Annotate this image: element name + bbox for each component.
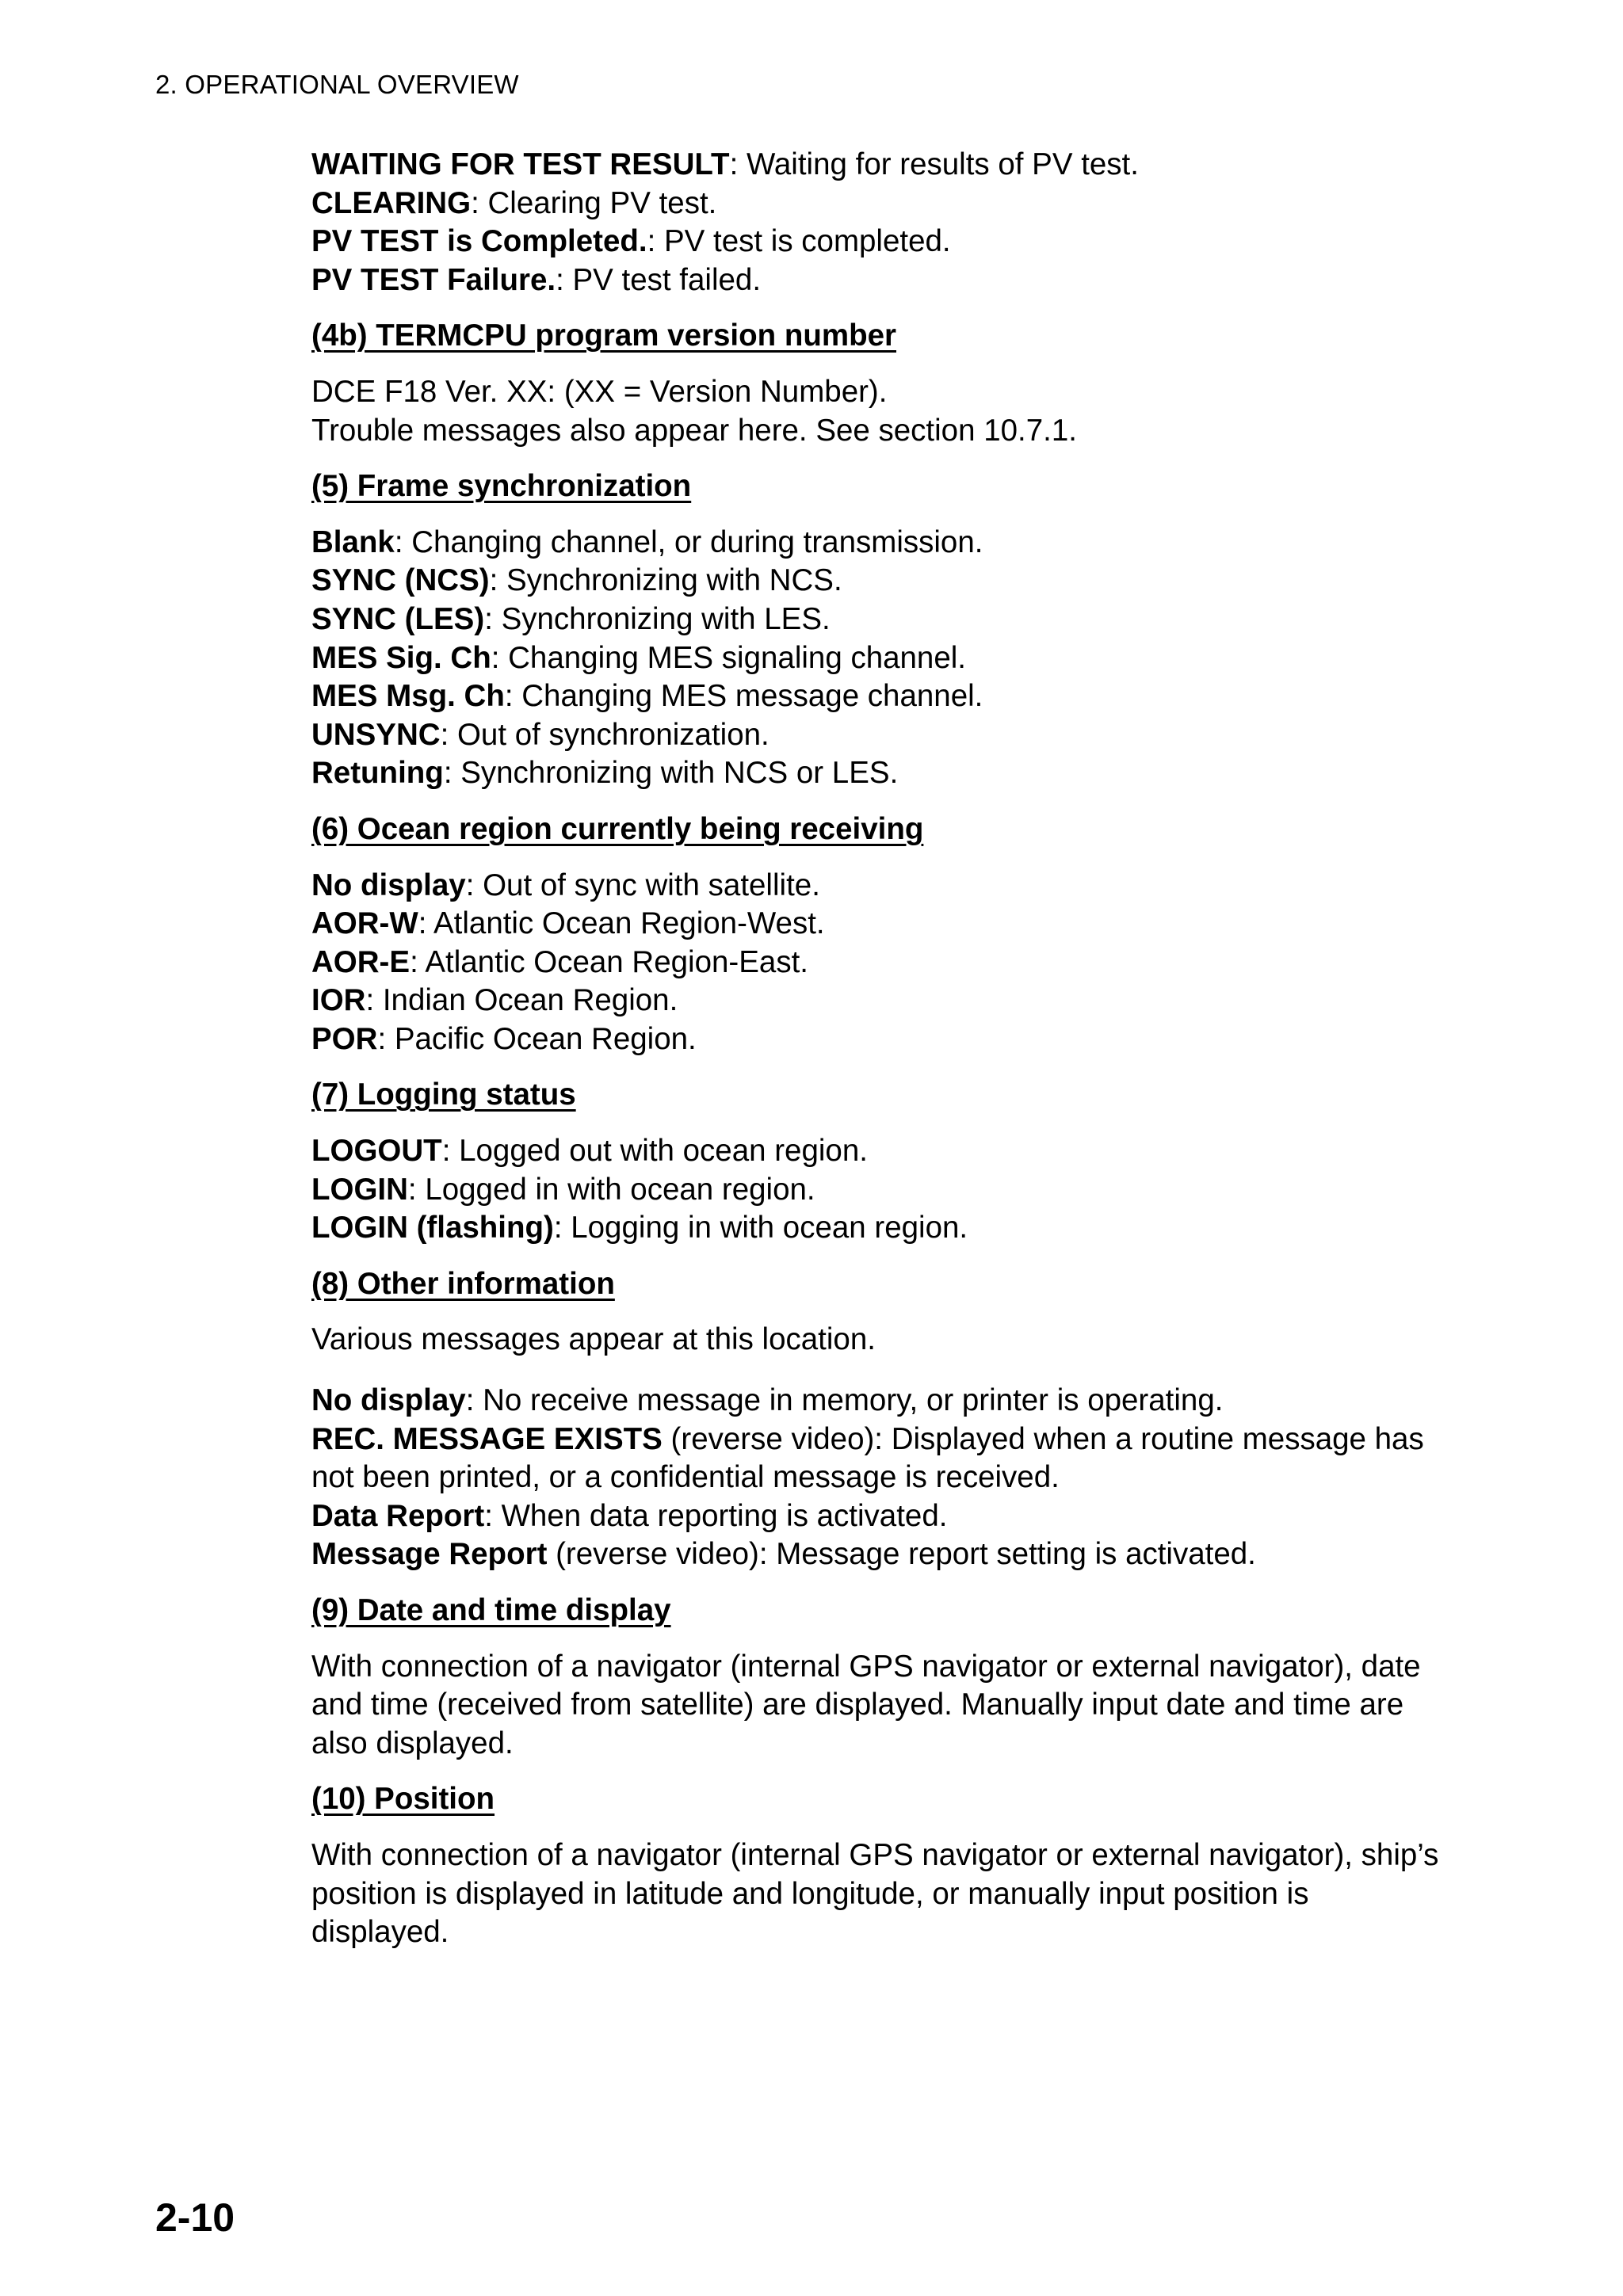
term: CLEARING (311, 185, 472, 220)
other-info-list (311, 1382, 1453, 1574)
term: Data Report (311, 1498, 485, 1533)
term: LOGIN (flashing) (311, 1211, 554, 1245)
term: SYNC (LES) (311, 601, 485, 636)
description: : Indian Ocean Region. (365, 983, 678, 1018)
term: No display (311, 1383, 466, 1418)
description: : Pacific Ocean Region. (377, 1021, 697, 1056)
term: Retuning (311, 756, 444, 791)
description: : Logged out with ocean region. (441, 1134, 868, 1169)
list-item (311, 754, 1453, 793)
list-item (311, 639, 1453, 678)
term: REC. MESSAGE EXISTS (311, 1421, 663, 1456)
term: MES Msg. Ch (311, 679, 505, 714)
description: : Changing MES signaling channel. (491, 640, 967, 675)
term: AOR-E (311, 944, 411, 979)
description: : PV test failed. (556, 262, 762, 297)
section-heading-6: (6) Ocean region currently being receiving (311, 811, 924, 846)
position-paragraph: With connection of a navigator (internal GPS navigator or external navigator), ship’s position is displayed in latitude and longitude, or manually input position is displayed. (311, 1837, 1439, 1950)
list-item (311, 944, 1453, 982)
term: SYNC (NCS) (311, 563, 490, 598)
description: (reverse video): Displayed when a routine message has not been printed, or a confidential message is received. (311, 1421, 1424, 1495)
list-item (311, 223, 1453, 261)
list-item (311, 1209, 1453, 1248)
section-heading-10: (10) Position (311, 1782, 495, 1817)
list-item (311, 1497, 1453, 1536)
pv-test-status-list (311, 146, 1453, 299)
term: Blank (311, 524, 395, 559)
list-item (311, 1382, 1453, 1421)
description: : Waiting for results of PV test. (729, 147, 1139, 181)
section-heading-9: (9) Date and time display (311, 1593, 671, 1627)
description: : Out of sync with satellite. (465, 868, 820, 902)
term: LOGIN (311, 1172, 408, 1207)
description: : Clearing PV test. (471, 185, 717, 220)
logging-status-list (311, 1132, 1453, 1248)
term: IOR (311, 983, 366, 1018)
section-heading-5: (5) Frame synchronization (311, 469, 692, 504)
list-item (311, 601, 1453, 639)
description: : When data reporting is activated. (484, 1498, 948, 1533)
list-item (311, 1171, 1453, 1210)
version-line: DCE F18 Ver. XX: (XX = Version Number). (311, 374, 888, 409)
list-item (311, 185, 1453, 223)
term: POR (311, 1021, 378, 1056)
term: Message Report (311, 1537, 548, 1572)
list-item (311, 1020, 1453, 1059)
term: MES Sig. Ch (311, 640, 491, 675)
frame-sync-list (311, 524, 1453, 793)
page-content (311, 146, 1453, 1952)
description: : Out of synchronization. (440, 717, 769, 752)
list-item (311, 146, 1453, 185)
term: LOGOUT (311, 1134, 442, 1169)
description: : Changing MES message channel. (504, 679, 983, 714)
section-heading-8: (8) Other information (311, 1266, 615, 1301)
list-item (311, 261, 1453, 300)
term: PV TEST is Completed. (311, 224, 647, 259)
trouble-messages-line: Trouble messages also appear here. See section 10.7.1. (311, 413, 1077, 448)
description: (reverse video): Message report setting is activated. (547, 1537, 1256, 1572)
description: : Logged in with ocean region. (407, 1172, 815, 1207)
other-info-intro: Various messages appear at this location. (311, 1322, 876, 1357)
list-item (311, 1132, 1453, 1171)
list-item (311, 867, 1453, 906)
description: : Logging in with ocean region. (553, 1211, 968, 1245)
list-item (311, 905, 1453, 944)
list-item (311, 562, 1453, 601)
page-number: 2-10 (155, 2195, 235, 2240)
list-item (311, 1421, 1453, 1497)
description: : Atlantic Ocean Region-East. (410, 944, 808, 979)
term: PV TEST Failure. (311, 262, 556, 297)
term: UNSYNC (311, 717, 441, 752)
list-item (311, 716, 1453, 755)
description: : No receive message in memory, or printer is operating. (465, 1383, 1224, 1418)
list-item (311, 677, 1453, 716)
description: : Synchronizing with LES. (484, 601, 831, 636)
section-heading-7: (7) Logging status (311, 1077, 576, 1112)
ocean-region-list (311, 867, 1453, 1059)
term: No display (311, 868, 466, 902)
list-item (311, 982, 1453, 1020)
term: WAITING FOR TEST RESULT (311, 147, 730, 181)
term: AOR-W (311, 906, 418, 941)
section-heading-4b: (4b) TERMCPU program version number (311, 318, 897, 353)
description: : Changing channel, or during transmission. (394, 524, 983, 559)
list-item (311, 1535, 1453, 1574)
description: : Synchronizing with NCS or LES. (443, 756, 899, 791)
list-item (311, 524, 1453, 563)
description: : PV test is completed. (647, 224, 951, 259)
description: : Synchronizing with NCS. (489, 563, 842, 598)
date-time-paragraph: With connection of a navigator (internal GPS navigator or external navigator), date and time (received from satellite) are displayed. Manually input date and time are also displayed. (311, 1649, 1421, 1760)
running-head: 2. OPERATIONAL OVERVIEW (155, 70, 519, 99)
description: : Atlantic Ocean Region-West. (418, 906, 825, 941)
